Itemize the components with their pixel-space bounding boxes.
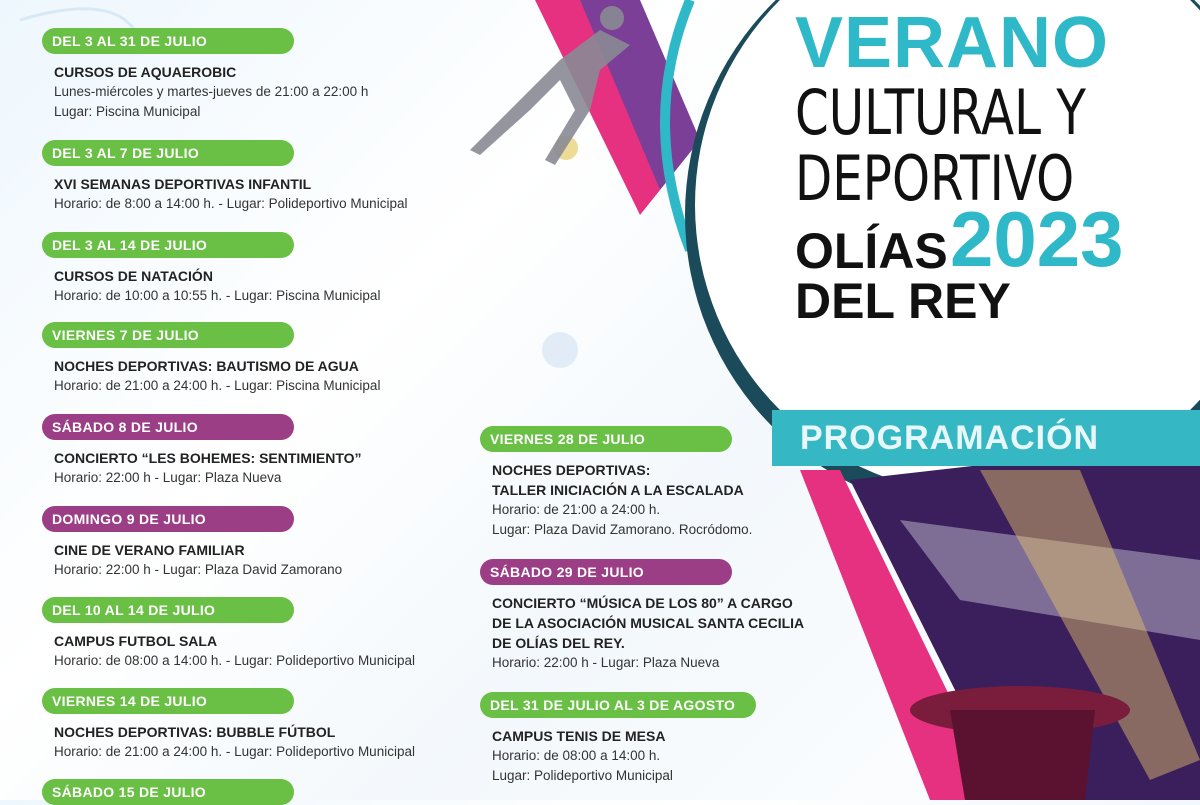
date-pill: DEL 3 AL 31 DE JULIO [42, 28, 294, 54]
event-semanas-deportivas [42, 140, 407, 214]
event-title: CONCIERTO “LES BOHEMES: SENTIMIENTO” [54, 450, 362, 466]
event-detail: Horario: 22:00 h - Lugar: Plaza David Zamorano [54, 562, 343, 577]
event-title: XVI SEMANAS DEPORTIVAS INFANTIL [54, 176, 312, 192]
event-title: TALLER INICIACIÓN A LA ESCALADA [492, 482, 744, 498]
title-olias: OLÍAS [795, 223, 948, 279]
title-year: 2023 [950, 195, 1124, 283]
title-block [795, 3, 1165, 329]
event-detail: Lugar: Polideportivo Municipal [492, 768, 673, 783]
event-futbol-sala [42, 597, 415, 671]
date-pill: SÁBADO 8 DE JULIO [42, 414, 294, 440]
event-detail: Horario: de 21:00 a 24:00 h. [492, 502, 661, 517]
event-detail: Lugar: Piscina Municipal [54, 104, 201, 119]
date-pill: VIERNES 14 DE JULIO [42, 688, 294, 714]
event-bubble-futbol [42, 688, 415, 762]
date-pill: SÁBADO 29 DE JULIO [480, 559, 732, 585]
event-detail: Horario: de 10:00 a 10:55 h. - Lugar: Piscina Municipal [54, 288, 381, 303]
title-delrey: DEL REY [795, 273, 1011, 329]
event-title: NOCHES DEPORTIVAS: BAUTISMO DE AGUA [54, 358, 359, 374]
event-detail: Horario: de 08:00 a 14:00 h. - Lugar: Polideportivo Municipal [54, 653, 415, 668]
event-detail: Horario: 22:00 h - Lugar: Plaza Nueva [54, 470, 282, 485]
event-title: DE OLÍAS DEL REY. [492, 635, 625, 651]
event-title: CURSOS DE AQUAEROBIC [54, 64, 237, 80]
event-escalada [480, 426, 752, 540]
event-aquaerobic [42, 28, 368, 122]
event-detail: Horario: de 21:00 a 24:00 h. - Lugar: Polideportivo Municipal [54, 744, 415, 759]
title-deportivo: DEPORTIVO [795, 142, 1075, 215]
date-pill: DEL 3 AL 7 DE JULIO [42, 140, 294, 166]
event-sabado-15 [42, 779, 294, 805]
faint-dot [542, 332, 578, 368]
event-bautismo [42, 322, 380, 396]
event-title: CURSOS DE NATACIÓN [54, 268, 213, 284]
event-title: DE LA ASOCIACIÓN MUSICAL SANTA CECILIA [492, 615, 805, 631]
title-verano: VERANO [795, 3, 1110, 83]
event-natacion [42, 232, 380, 306]
date-pill: DEL 31 DE JULIO AL 3 DE AGOSTO [480, 692, 756, 718]
date-pill: DEL 10 AL 14 DE JULIO [42, 597, 294, 623]
date-pill: VIERNES 7 DE JULIO [42, 322, 294, 348]
event-musica-80 [480, 559, 804, 673]
date-pill: DOMINGO 9 DE JULIO [42, 506, 294, 532]
event-detail: Lunes-miércoles y martes-jueves de 21:00 a 22:00 h [54, 84, 369, 99]
event-title: NOCHES DEPORTIVAS: [492, 462, 651, 478]
event-detail: Horario: de 21:00 a 24:00 h. - Lugar: Piscina Municipal [54, 378, 381, 393]
event-detail: Horario: de 08:00 a 14:00 h. [492, 748, 661, 763]
date-pill: VIERNES 28 DE JULIO [480, 426, 732, 452]
event-title: CAMPUS TENIS DE MESA [492, 728, 666, 744]
programacion-band: PROGRAMACIÓN [772, 410, 1200, 466]
event-cine-verano [42, 506, 342, 580]
title-cultural: CULTURAL Y [795, 76, 1086, 149]
event-tenis-mesa [480, 692, 756, 786]
event-title: CAMPUS FUTBOL SALA [54, 633, 218, 649]
event-detail: Lugar: Plaza David Zamorano. Rocródomo. [492, 522, 753, 537]
event-title: CINE DE VERANO FAMILIAR [54, 542, 245, 558]
event-title: CONCIERTO “MÚSICA DE LOS 80” A CARGO [492, 595, 793, 611]
hat-body [950, 710, 1095, 800]
date-pill: DEL 3 AL 14 DE JULIO [42, 232, 294, 258]
event-les-bohemes [42, 414, 362, 488]
date-pill: SÁBADO 15 DE JULIO [42, 779, 294, 805]
event-detail: Horario: de 8:00 a 14:00 h. - Lugar: Polideportivo Municipal [54, 196, 408, 211]
event-detail: Horario: 22:00 h - Lugar: Plaza Nueva [492, 655, 720, 670]
event-title: NOCHES DEPORTIVAS: BUBBLE FÚTBOL [54, 724, 336, 740]
